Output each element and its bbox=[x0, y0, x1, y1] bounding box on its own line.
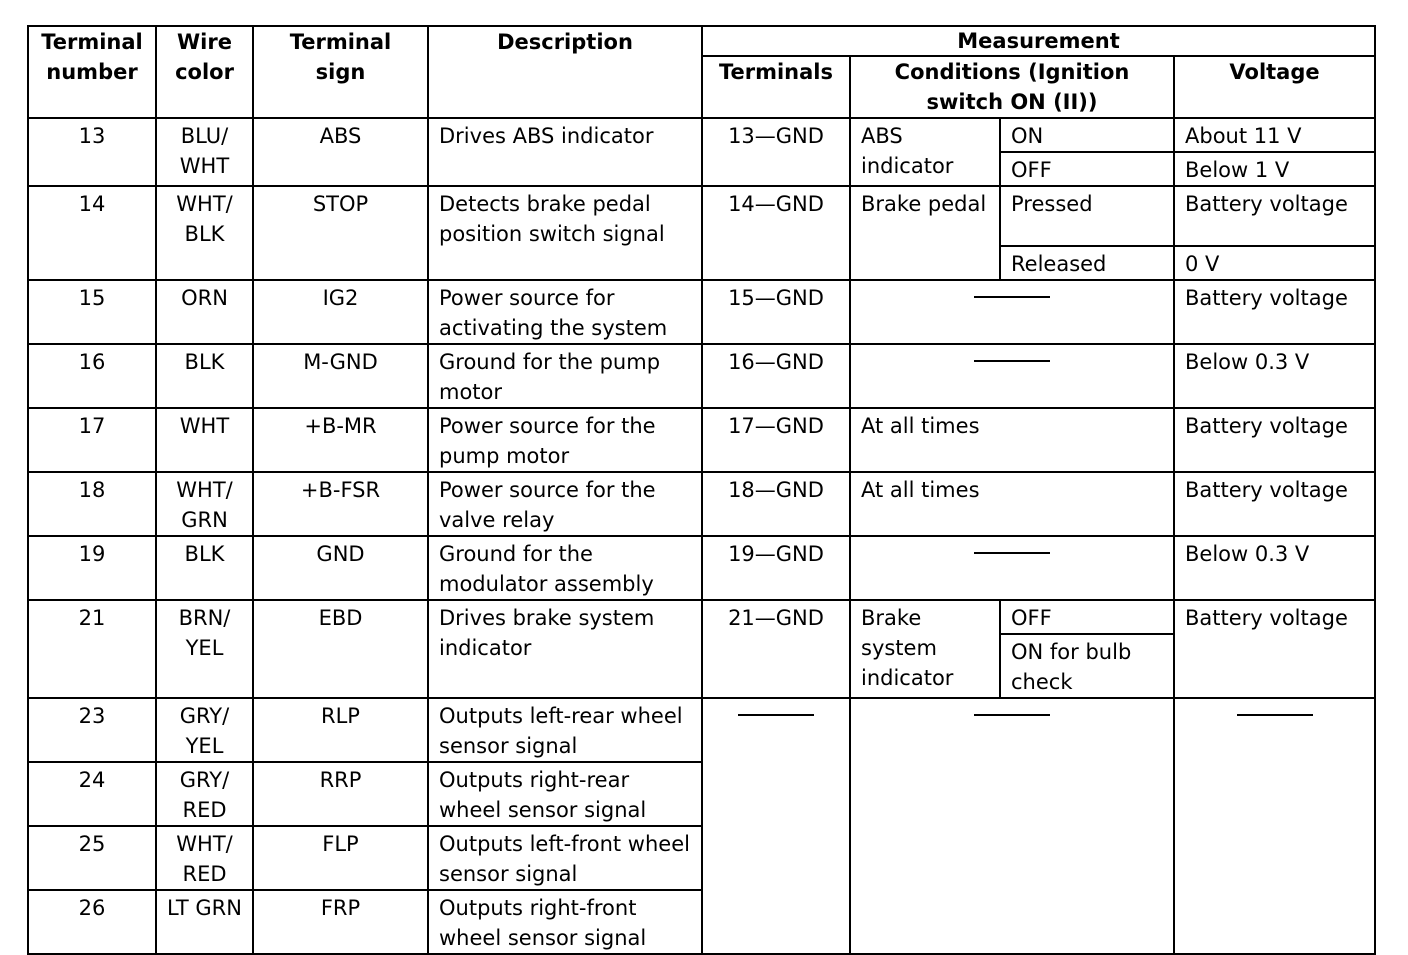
cell-terminal-number: 16 bbox=[28, 344, 156, 408]
cell-terminals: 16—GND bbox=[702, 344, 850, 408]
cell-description: Outputs right-front wheel sensor signal bbox=[428, 890, 702, 954]
table-row bbox=[28, 344, 1375, 408]
cell-voltage: Battery voltage bbox=[1174, 472, 1375, 536]
cell-terminals: 21—GND bbox=[702, 600, 850, 698]
cell-condition-empty bbox=[850, 344, 1174, 408]
cell-description: Power source for activating the system bbox=[428, 280, 702, 344]
header-terminal-number: Terminal number bbox=[28, 26, 156, 118]
cell-terminal-sign: STOP bbox=[253, 186, 428, 280]
table-row bbox=[28, 186, 1375, 246]
cell-terminals: 14—GND bbox=[702, 186, 850, 280]
dash-mark bbox=[738, 714, 814, 716]
cell-terminal-sign: +B-FSR bbox=[253, 472, 428, 536]
dash-mark bbox=[974, 360, 1050, 362]
table-row bbox=[28, 408, 1375, 472]
cell-condition-empty bbox=[850, 698, 1174, 954]
cell-voltage: Battery voltage bbox=[1174, 408, 1375, 472]
header-conditions: Conditions (Ignition switch ON (II)) bbox=[850, 56, 1174, 118]
cell-description: Ground for the modulator assembly bbox=[428, 536, 702, 600]
cell-condition: Brake system indicator bbox=[850, 600, 1000, 698]
dash-mark bbox=[974, 552, 1050, 554]
cell-condition: At all times bbox=[850, 408, 1174, 472]
cell-terminals: 13—GND bbox=[702, 118, 850, 186]
cell-condition: At all times bbox=[850, 472, 1174, 536]
cell-terminal-number: 14 bbox=[28, 186, 156, 280]
cell-condition: Brake pedal bbox=[850, 186, 1000, 280]
cell-wire-color: LT GRN bbox=[156, 890, 253, 954]
terminal-table bbox=[27, 25, 1376, 955]
cell-terminal-number: 17 bbox=[28, 408, 156, 472]
cell-terminals: 19—GND bbox=[702, 536, 850, 600]
cell-terminal-sign: IG2 bbox=[253, 280, 428, 344]
terminal-table-wrapper bbox=[27, 25, 1376, 955]
dash-mark bbox=[974, 714, 1050, 716]
header-wire-color: Wire color bbox=[156, 26, 253, 118]
table-row bbox=[28, 600, 1375, 634]
cell-voltage: Below 0.3 V bbox=[1174, 536, 1375, 600]
cell-terminal-number: 26 bbox=[28, 890, 156, 954]
cell-terminal-number: 23 bbox=[28, 698, 156, 762]
cell-terminal-sign: ABS bbox=[253, 118, 428, 186]
cell-description: Drives brake system indicator bbox=[428, 600, 702, 698]
cell-terminal-sign: RLP bbox=[253, 698, 428, 762]
cell-description: Outputs right-rear wheel sensor signal bbox=[428, 762, 702, 826]
dash-mark bbox=[974, 296, 1050, 298]
cell-wire-color: BRN/ YEL bbox=[156, 600, 253, 698]
cell-terminal-number: 24 bbox=[28, 762, 156, 826]
cell-terminal-sign: EBD bbox=[253, 600, 428, 698]
cell-voltage: Below 0.3 V bbox=[1174, 344, 1375, 408]
cell-condition-state: OFF bbox=[1000, 600, 1174, 634]
cell-terminals-empty bbox=[702, 698, 850, 954]
table-row bbox=[28, 536, 1375, 600]
cell-voltage: Battery voltage bbox=[1174, 186, 1375, 246]
cell-voltage: Battery voltage bbox=[1174, 600, 1375, 698]
cell-terminals: 18—GND bbox=[702, 472, 850, 536]
cell-wire-color: GRY/ RED bbox=[156, 762, 253, 826]
cell-voltage: About 11 V bbox=[1174, 118, 1375, 152]
cell-terminal-number: 13 bbox=[28, 118, 156, 186]
cell-condition-state: Released bbox=[1000, 246, 1174, 280]
cell-wire-color: WHT bbox=[156, 408, 253, 472]
header-measurement: Measurement bbox=[702, 26, 1375, 56]
cell-condition-empty bbox=[850, 536, 1174, 600]
cell-wire-color: BLK bbox=[156, 536, 253, 600]
cell-terminal-sign: FLP bbox=[253, 826, 428, 890]
cell-wire-color: ORN bbox=[156, 280, 253, 344]
cell-description: Ground for the pump motor bbox=[428, 344, 702, 408]
header-terminal-sign: Terminal sign bbox=[253, 26, 428, 118]
cell-wire-color: WHT/ RED bbox=[156, 826, 253, 890]
cell-voltage: Below 1 V bbox=[1174, 152, 1375, 186]
cell-description: Drives ABS indicator bbox=[428, 118, 702, 186]
cell-wire-color: WHT/ GRN bbox=[156, 472, 253, 536]
cell-condition-state: OFF bbox=[1000, 152, 1174, 186]
cell-terminal-sign: +B-MR bbox=[253, 408, 428, 472]
cell-terminal-sign: FRP bbox=[253, 890, 428, 954]
cell-terminal-sign: RRP bbox=[253, 762, 428, 826]
cell-condition-state: ON for bulb check bbox=[1000, 634, 1174, 698]
cell-terminal-number: 19 bbox=[28, 536, 156, 600]
cell-terminal-sign: GND bbox=[253, 536, 428, 600]
header-description: Description bbox=[428, 26, 702, 118]
header-voltage: Voltage bbox=[1174, 56, 1375, 118]
cell-description: Outputs left-rear wheel sensor signal bbox=[428, 698, 702, 762]
cell-terminal-sign: M-GND bbox=[253, 344, 428, 408]
cell-terminal-number: 25 bbox=[28, 826, 156, 890]
cell-condition-state: Pressed bbox=[1000, 186, 1174, 246]
cell-description: Power source for the valve relay bbox=[428, 472, 702, 536]
cell-wire-color: GRY/ YEL bbox=[156, 698, 253, 762]
cell-description: Outputs left-front wheel sensor signal bbox=[428, 826, 702, 890]
table-row bbox=[28, 472, 1375, 536]
cell-terminal-number: 21 bbox=[28, 600, 156, 698]
cell-description: Detects brake pedal position switch signal bbox=[428, 186, 702, 280]
cell-wire-color: BLU/ WHT bbox=[156, 118, 253, 186]
table-row bbox=[28, 280, 1375, 344]
cell-terminals: 15—GND bbox=[702, 280, 850, 344]
cell-terminal-number: 15 bbox=[28, 280, 156, 344]
cell-voltage: 0 V bbox=[1174, 246, 1375, 280]
cell-condition-state: ON bbox=[1000, 118, 1174, 152]
cell-voltage-empty bbox=[1174, 698, 1375, 954]
cell-condition-empty bbox=[850, 280, 1174, 344]
table-row bbox=[28, 118, 1375, 152]
header-terminals: Terminals bbox=[702, 56, 850, 118]
cell-voltage: Battery voltage bbox=[1174, 280, 1375, 344]
cell-wire-color: WHT/ BLK bbox=[156, 186, 253, 280]
cell-description: Power source for the pump motor bbox=[428, 408, 702, 472]
cell-terminal-number: 18 bbox=[28, 472, 156, 536]
table-row bbox=[28, 698, 1375, 762]
cell-wire-color: BLK bbox=[156, 344, 253, 408]
dash-mark bbox=[1237, 714, 1313, 716]
cell-terminals: 17—GND bbox=[702, 408, 850, 472]
cell-condition: ABS indicator bbox=[850, 118, 1000, 186]
